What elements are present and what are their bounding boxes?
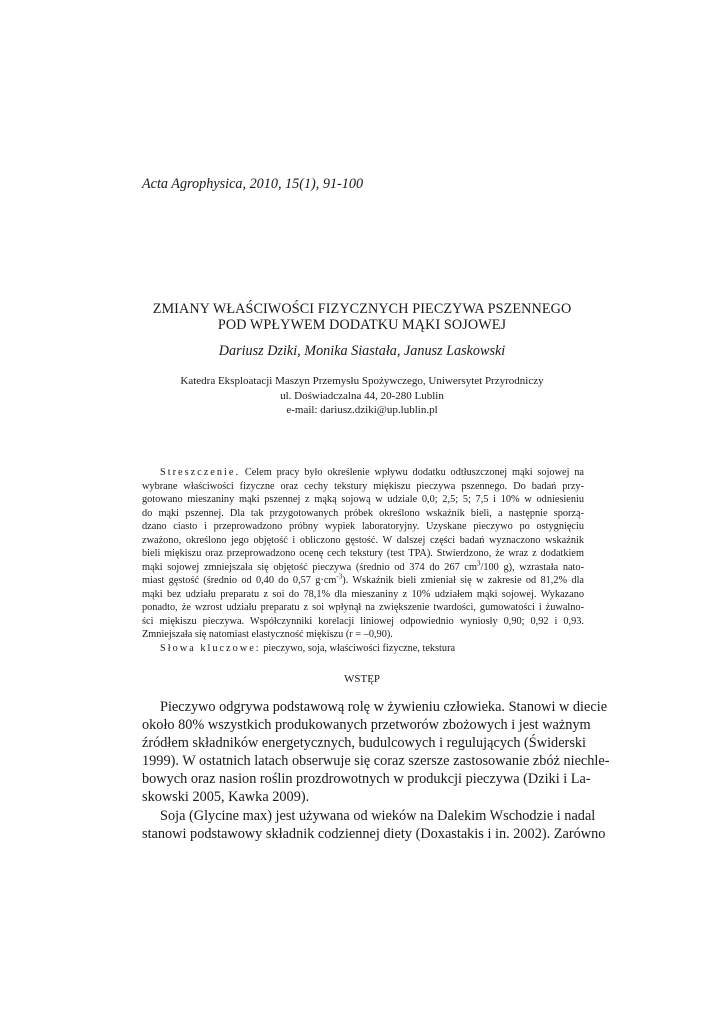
body-line: źródłem składników energetycznych, budulcowych i regulujących (Świderski: [142, 735, 586, 752]
abstract-text: Celem pracy było określenie wpływu dodatku odtłuszczonej mąki sojowej na: [240, 467, 584, 478]
body-line: bowych oraz nasion roślin prozdrowotnych w produkcji pieczywa (Dziki i La-: [142, 771, 591, 788]
abstract-text: ). Wskaźnik bieli zmieniał się w zakresie od 81,2% dla: [342, 575, 584, 586]
abstract: [142, 466, 584, 655]
abstract-text: miast gęstość (średnio od 0,40 do 0,57 g·cm: [142, 575, 337, 586]
affiliation-institution: Katedra Eksploatacji Maszyn Przemysłu Spożywczego, Uniwersytet Przyrodniczy: [180, 375, 544, 387]
body-line: około 80% wszystkich produkowanych przetworów zbożowych i jest ważnym: [142, 717, 591, 734]
author-list: Dariusz Dziki, Monika Siastała, Janusz Laskowski: [218, 343, 506, 359]
body-line: Pieczywo odgrywa podstawową rolę w żywieniu człowieka. Stanowi w diecie: [160, 699, 608, 715]
abstract-line: do mąki pszennej. Dla tak przygotowanych próbek określono wskaźnik bieli, a następnie sporzą-: [142, 507, 584, 519]
affiliation-address: ul. Doświadczalna 44, 20-280 Lublin: [280, 389, 444, 402]
abstract-line: dzano ciasto i przeprowadzono próbny wypiek laboratoryjny. Uzyskane pieczywo po ostygnięciu: [142, 521, 584, 532]
abstract-text: /100 g), wzrastała nato-: [480, 561, 584, 573]
body-text: [142, 698, 610, 843]
article-title-line-2: POD WPŁYWEM DODATKU MĄKI SOJOWEJ: [217, 317, 507, 333]
section-heading: WSTĘP: [343, 673, 381, 685]
abstract-line: ści miękiszu pieczywa. Współczynniki korelacji liniowej odpowiednio wyniosły 0,90; 0,92 i 0,93.: [142, 615, 584, 627]
abstract-line: gotowano mieszaniny mąki pszennej z mąką sojową w udziale 0,0; 2,5; 5; 7,5 i 10% w odniesieniu: [142, 494, 584, 505]
affiliation: [0, 374, 724, 418]
journal-citation: Acta Agrophysica, 2010, 15(1), 91-100: [142, 176, 364, 192]
abstract-line: [142, 561, 584, 575]
abstract-line: [142, 466, 584, 480]
article-title-line-1: ZMIANY WŁAŚCIWOŚCI FIZYCZNYCH PIECZYWA PSZENNEGO: [152, 301, 572, 317]
abstract-label: Streszczenie.: [160, 467, 241, 478]
keywords-line: [142, 642, 584, 656]
abstract-line: wybrane właściwości fizyczne oraz cechy tekstury miękiszu pieczywa pszennego. Do badań przy-: [142, 480, 584, 492]
abstract-line: ponadto, że wzrost udziału preparatu z soi wpłynął na zwiększenie twardości, gumowatości i żuwalno-: [142, 602, 584, 613]
body-line: Soja (Glycine max) jest używana od wieków na Dalekim Wschodzie i nadal: [160, 807, 596, 824]
keywords-text: pieczywo, soja, właściwości fizyczne, tekstura: [260, 642, 456, 654]
abstract-line: bieli miękiszu oraz przeprowadzono ocenę cech tekstury (test TPA). Stwierdzono, że wraz z dodatkiem: [142, 548, 584, 559]
superscript: 3: [477, 559, 481, 568]
keywords-label: Słowa kluczowe:: [160, 642, 261, 654]
abstract-text: mąki sojowej zmniejszała się objętość pieczywa (średnio od 374 do 267 cm: [142, 561, 477, 573]
body-line: stanowi podstawowy składnik codziennej diety (Doxastakis i in. 2002). Zarówno: [142, 825, 606, 842]
article-title: [0, 301, 724, 333]
affiliation-email: e-mail: dariusz.dziki@up.lublin.pl: [286, 404, 438, 416]
abstract-line: zważono, określono jego objętość i obliczono gęstość. W dalszej części badań wyznaczono wskaźnik: [142, 534, 584, 546]
abstract-line: Zmniejszała się natomiast elastyczność miękiszu (r = –0,90).: [142, 629, 393, 640]
superscript: -3: [336, 572, 343, 581]
abstract-line: mąki bez udziału preparatu z soi do 78,1% dla mieszaniny z 10% udziałem mąki sojowej. Wykazano: [142, 588, 584, 600]
abstract-line: [142, 574, 584, 588]
body-line: 1999). W ostatnich latach obserwuje się coraz szersze zastosowanie zbóż niechle-: [142, 753, 610, 770]
body-line: skowski 2005, Kawka 2009).: [142, 789, 310, 806]
